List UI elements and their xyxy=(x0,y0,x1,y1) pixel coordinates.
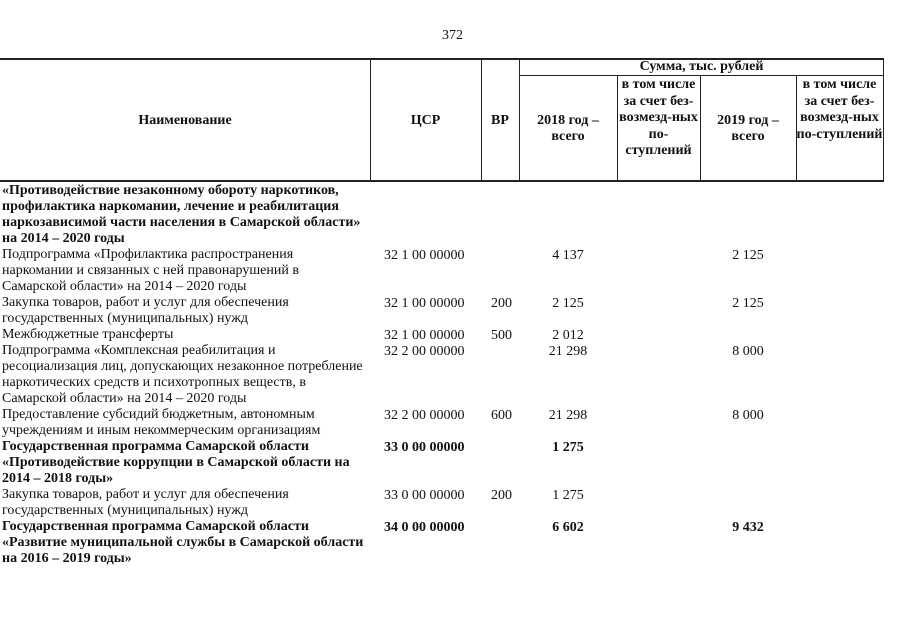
row-2019-total: 2 125 xyxy=(732,296,764,311)
row-name: Закупка товаров, работ и услуг для обеспечения государственных (муниципальных) нужд xyxy=(2,487,289,518)
row-csr: 32 2 00 00000 xyxy=(384,408,465,423)
row-2018-total: 2 125 xyxy=(552,296,584,311)
row-csr: 33 0 00 00000 xyxy=(384,488,465,503)
row-csr: 33 0 00 00000 xyxy=(384,440,465,455)
table-row xyxy=(0,439,884,487)
row-vr: 200 xyxy=(491,296,512,311)
row-2019-total: 9 432 xyxy=(732,520,764,535)
table-row xyxy=(0,519,884,567)
row-vr: 200 xyxy=(491,488,512,503)
row-name: Закупка товаров, работ и услуг для обеспечения государственных (муниципальных) нужд xyxy=(2,295,289,326)
row-csr: 34 0 00 00000 xyxy=(384,520,465,535)
row-csr: 32 1 00 00000 xyxy=(384,328,465,343)
row-name: Предоставление субсидий бюджетным, автономным учреждениям и иным некоммерческим организациям xyxy=(2,407,321,438)
row-2018-total: 21 298 xyxy=(548,408,588,423)
page-number: 372 xyxy=(442,28,463,43)
header-2018-total: 2018 год – всего xyxy=(537,113,599,144)
header-sum-rule xyxy=(519,75,884,76)
row-2018-total: 1 275 xyxy=(552,440,584,455)
header-csr: ЦСР xyxy=(410,113,441,128)
row-2018-total: 6 602 xyxy=(552,520,584,535)
table-body xyxy=(0,183,884,567)
table-row xyxy=(0,487,884,519)
row-2018-total: 21 298 xyxy=(548,344,588,359)
row-csr: 32 2 00 00000 xyxy=(384,344,465,359)
header-vr: ВР xyxy=(491,113,509,128)
row-vr: 600 xyxy=(491,408,512,423)
header-2018-gratuitous: в том числе за счет без-возмезд-ных по-ступлений xyxy=(619,77,698,158)
table-row xyxy=(0,295,884,327)
row-name: Подпрограмма «Комплексная реабилитация и ресоциализация лиц, допускающих незаконное потребление наркотических средств и психотропных веществ, в Самарской области» на 2014 – 2020 годы xyxy=(2,343,363,406)
table-header xyxy=(0,58,884,182)
header-2019-total: 2019 год – всего xyxy=(717,113,779,144)
table-row xyxy=(0,327,884,343)
table-row xyxy=(0,183,884,247)
header-bottom-rule xyxy=(0,180,884,182)
row-vr: 500 xyxy=(491,328,512,343)
row-csr: 32 1 00 00000 xyxy=(384,296,465,311)
row-2019-total: 8 000 xyxy=(732,344,764,359)
header-sum: Сумма, тыс. рублей xyxy=(639,59,764,74)
header-name: Наименование xyxy=(138,113,232,128)
row-csr: 32 1 00 00000 xyxy=(384,248,465,263)
table-row xyxy=(0,343,884,407)
row-name: «Противодействие незаконному обороту наркотиков, профилактика наркомании, лечение и реабилитация наркозависимой части населения в Самарской области» на 2014 – 2020 годы xyxy=(2,183,361,246)
row-name: Государственная программа Самарской области «Развитие муниципальной службы в Самарской области на 2016 – 2019 годы» xyxy=(2,519,364,566)
row-2019-total: 2 125 xyxy=(732,248,764,263)
row-2018-total: 1 275 xyxy=(552,488,584,503)
row-name: Подпрограмма «Профилактика распространения наркомании и связанных с ней правонарушений в Самарской области» на 2014 – 2020 годы xyxy=(2,247,299,294)
row-name: Государственная программа Самарской области «Противодействие коррупции в Самарской области на 2014 – 2018 годы» xyxy=(2,439,350,486)
table-row xyxy=(0,407,884,439)
row-2019-total: 8 000 xyxy=(732,408,764,423)
table-row xyxy=(0,247,884,295)
row-2018-total: 4 137 xyxy=(552,248,584,263)
row-2018-total: 2 012 xyxy=(552,328,584,343)
header-2019-gratuitous: в том числе за счет без-возмезд-ных по-ступлений xyxy=(796,77,883,142)
col-divider xyxy=(883,58,884,182)
row-name: Межбюджетные трансферты xyxy=(2,327,174,342)
